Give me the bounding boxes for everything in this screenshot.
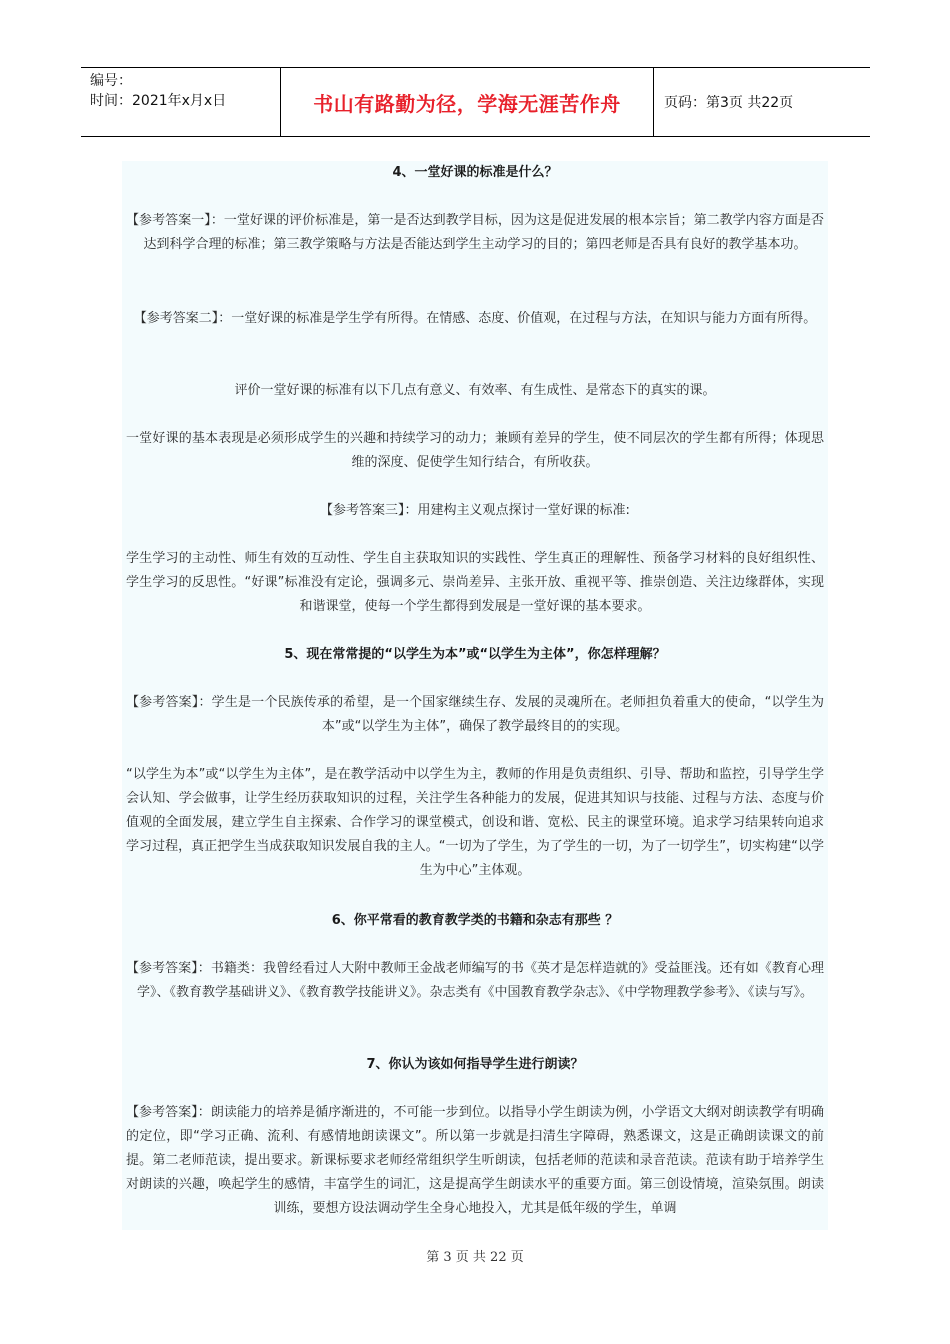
page-code-cell <box>654 68 870 136</box>
question-4-paragraph-3: 学生学习的主动性、师生有效的互动性、学生自主获取知识的实践性、学生真正的理解性、预备学习材料的良好组织性、学生学习的反思性。“好课”标准没有定论，强调多元、崇尚差异、主张开放、重视平等、推崇创造、关注边缘群体，实现和谐课堂，使每一个学生都得到发展是一堂好课的基本要求。 <box>126 551 824 614</box>
question-4-answer-1: 【参考答案一】：一堂好课的评价标准是，第一是否达到教学目标，因为这是促进发展的根本宗旨；第二教学内容方面是否达到科学合理的标准；第三教学策略与方法是否能达到学生主动学习的目的；第四老师是否具有良好的教学基本功。 <box>126 213 824 252</box>
time-label: 时间：2021年x月x日 <box>90 93 227 109</box>
number-label: 编号： <box>90 73 132 89</box>
motto-cell <box>281 68 654 136</box>
footer-page-number: 第 3 页 共 22 页 <box>426 1250 524 1265</box>
question-7-title: 7、你认为该如何指导学生进行朗读？ <box>366 1057 584 1072</box>
document-header <box>81 67 870 137</box>
question-4-answer-2: 【参考答案二】：一堂好课的标准是学生学有所得。在情感、态度、价值观，在过程与方法，在知识与能力方面有所得。 <box>133 311 817 326</box>
question-5-paragraph: “以学生为本”或“以学生为主体”，是在教学活动中以学生为主，教师的作用是负责组织、引导、帮助和监控，引导学生学会认知、学会做事，让学生经历获取知识的过程，关注学生各种能力的发展，促进其知识与技能、过程与方法、态度与价值观的全面发展，建立学生自主探索、合作学习的课堂模式，创设和谐、宽松、民主的课堂环境。追求学习结果转向追求学习过程，真正把学生当成获取知识发展自我的主人。“一切为了学生，为了学生的一切，为了一切学生”，切实构建“以学生为中心”主体观。 <box>126 767 824 878</box>
page-footer <box>0 1246 950 1265</box>
question-7-answer: 【参考答案】：朗读能力的培养是循序渐进的，不可能一步到位。以指导小学生朗读为例，小学语文大纲对朗读教学有明确的定位，即“学习正确、流利、有感情地朗读课文”。所以第一步就是扫清生字障碍，熟悉课文，这是正确朗读课文的前提。第二老师范读，提出要求。新课标要求老师经常组织学生听朗读，包括老师的范读和录音范读。范读有助于培养学生对朗读的兴趣，唤起学生的感情，丰富学生的词汇，这是提高学生朗读水平的重要方面。第三创设情境，渲染氛围。朗读训练，要想方设法调动学生全身心地投入，尤其是低年级的学生，单调 <box>126 1105 824 1216</box>
page-code-text: 页码：第3页 共22页 <box>664 95 794 111</box>
question-4-title: 4、一堂好课的标准是什么？ <box>392 165 558 180</box>
question-4-paragraph-2: 一堂好课的基本表现是必须形成学生的兴趣和持续学习的动力；兼顾有差异的学生，使不同层次的学生都有所得；体现思维的深度、促使学生知行结合，有所收获。 <box>126 431 824 470</box>
content-panel <box>122 161 828 1230</box>
question-6-answer: 【参考答案】：书籍类：我曾经看过人大附中教师王金战老师编写的书《英才是怎样造就的》受益匪浅。还有如《教育心理学》、《教育教学基础讲义》、《教育教学技能讲义》。杂志类有《中国教育教学杂志》、《中学物理教学参考》、《读与写》。 <box>126 961 824 1000</box>
question-6-title: 6、你平常看的教育教学类的书籍和杂志有那些 ？ <box>331 913 619 928</box>
question-4-answer-3: 【参考答案三】：用建构主义观点探讨一堂好课的标准: <box>320 503 630 518</box>
question-4-paragraph-1: 评价一堂好课的标准有以下几点有意义、有效率、有生成性、是常态下的真实的课。 <box>234 383 716 398</box>
question-5-answer: 【参考答案】：学生是一个民族传承的希望，是一个国家继续生存、发展的灵魂所在。老师担负着重大的使命，“以学生为本”或“以学生为主体”，确保了教学最终目的的实现。 <box>126 695 824 734</box>
question-5-title: 5、现在常常提的“以学生为本”或“以学生为主体”，你怎样理解？ <box>284 647 666 662</box>
motto-text: 书山有路勤为径，学海无涯苦作舟 <box>313 91 621 116</box>
header-info-cell <box>81 68 281 136</box>
